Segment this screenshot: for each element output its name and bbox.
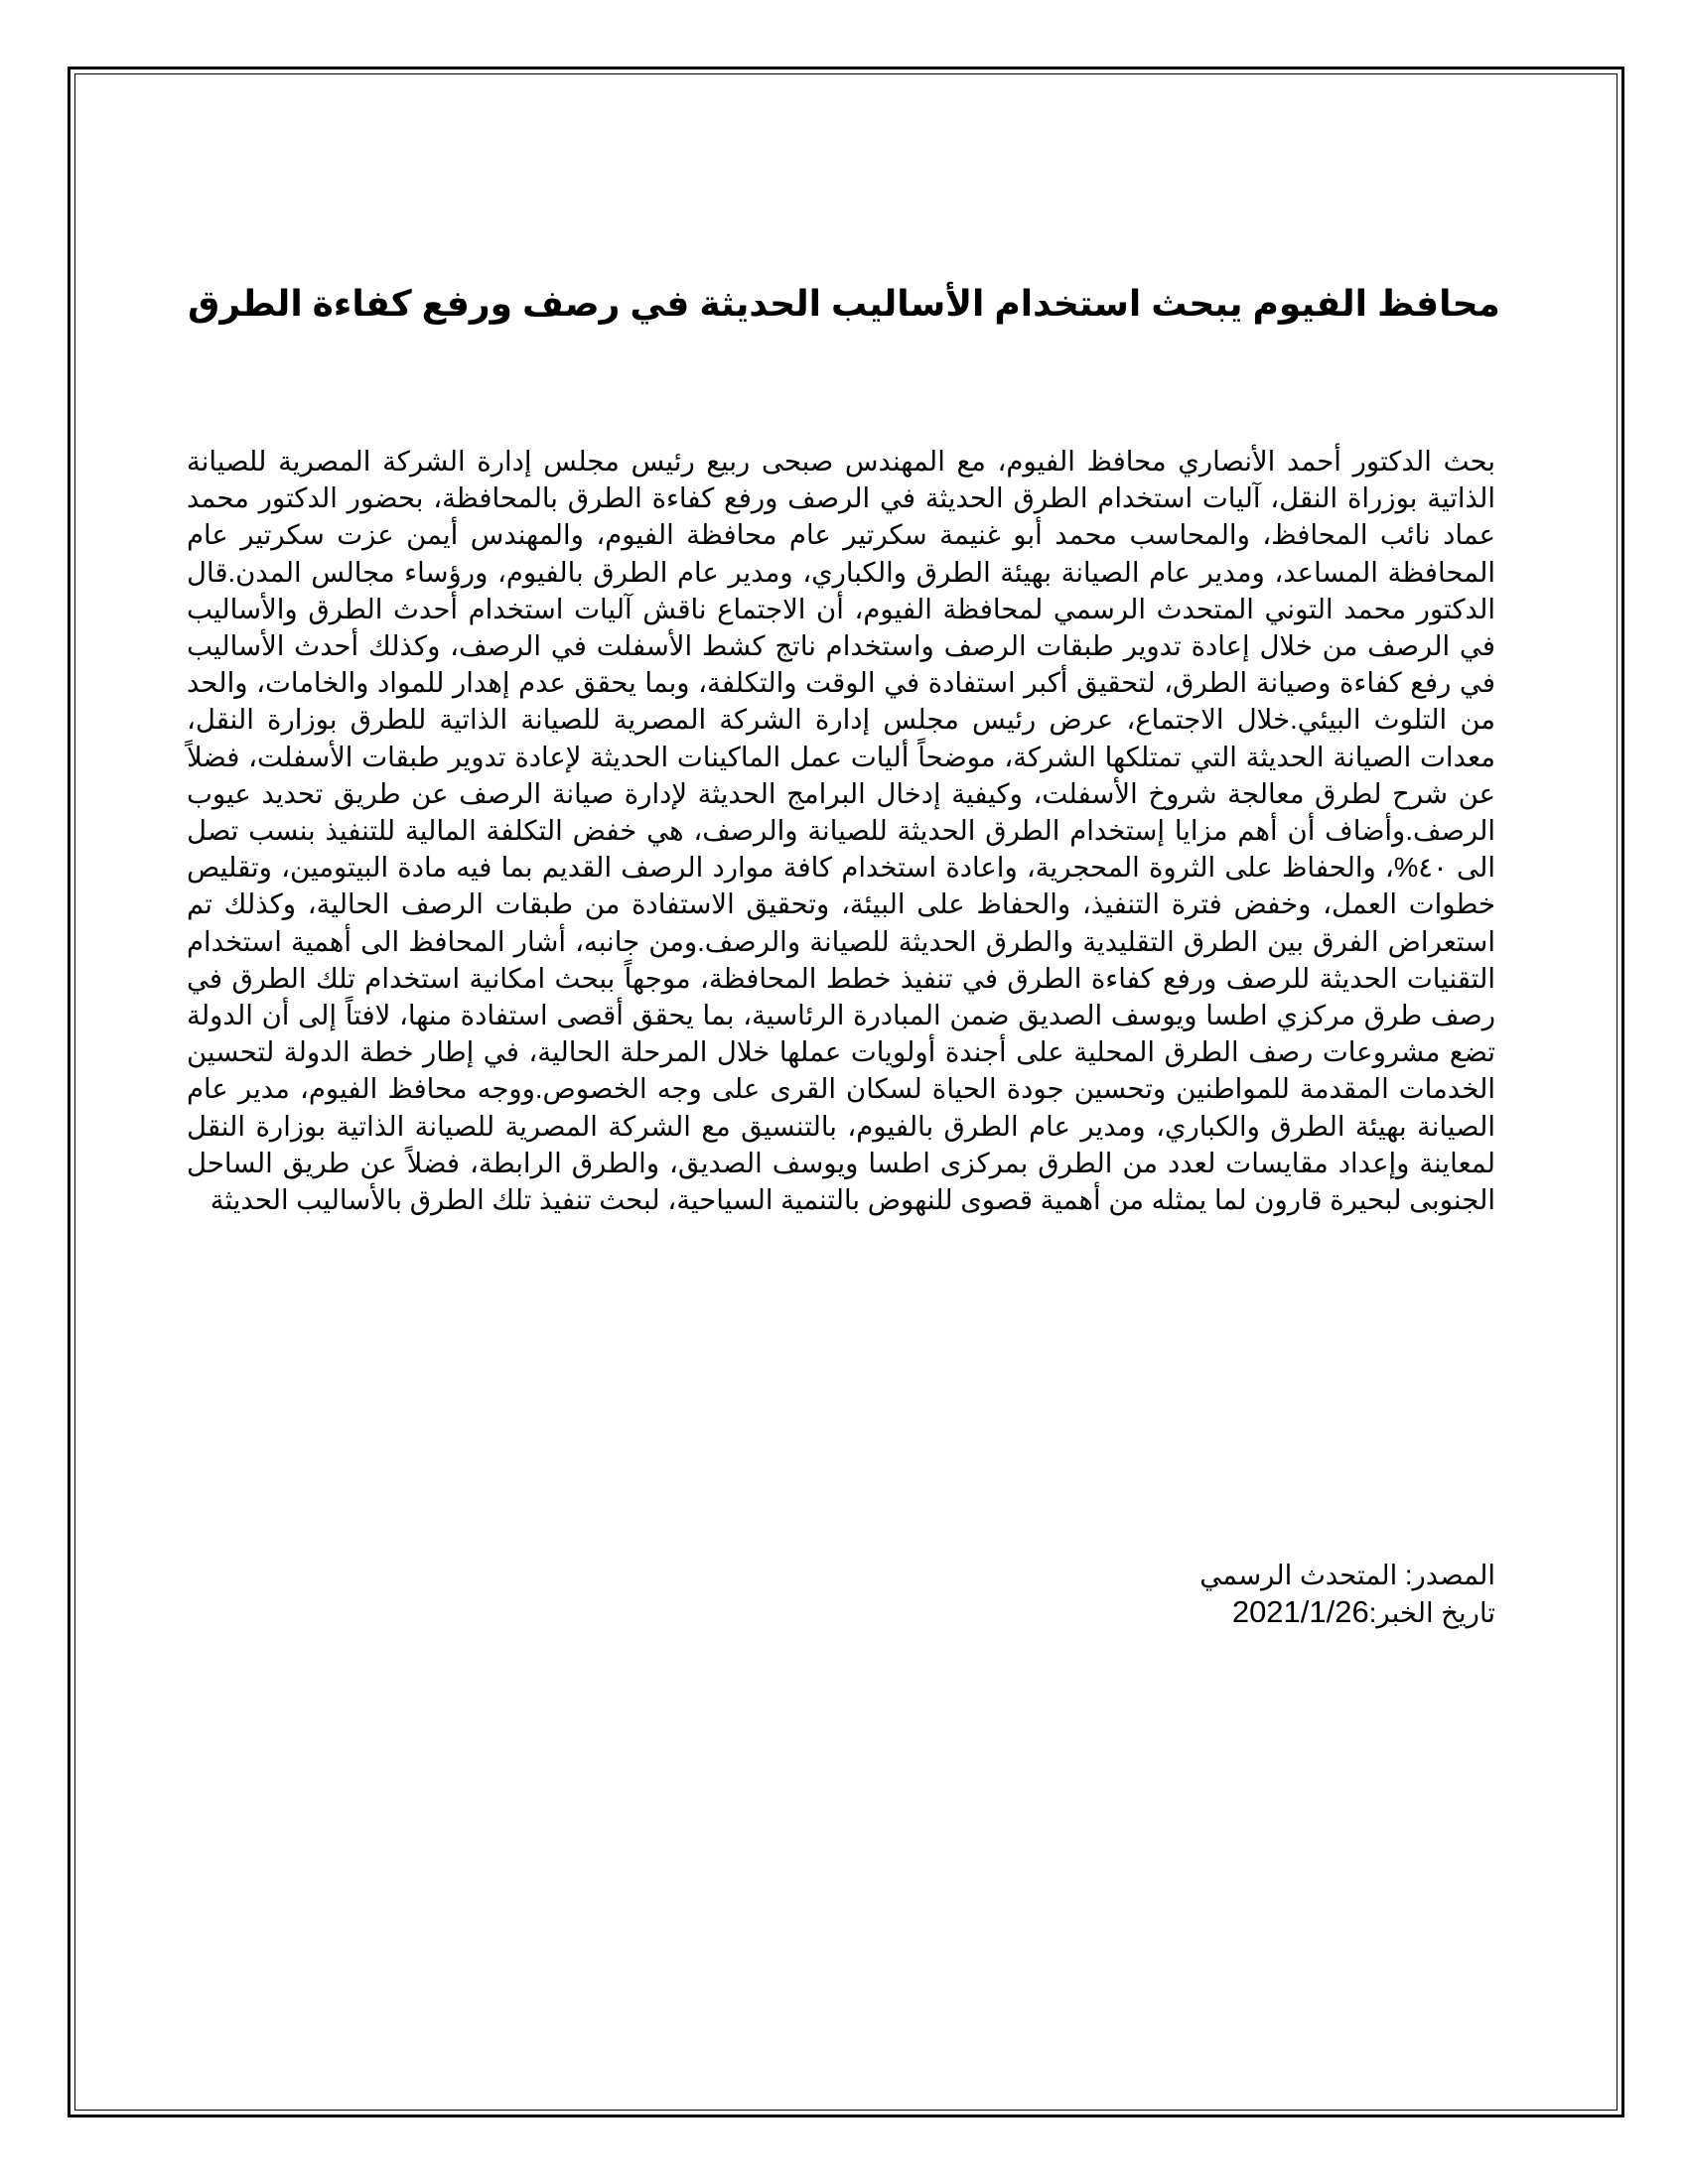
article-title: محافظ الفيوم يبحث استخدام الأساليب الحديثة في رصف ورفع كفاءة الطرق — [188, 283, 1500, 324]
date-label: تاريخ الخبر: — [1368, 1597, 1495, 1628]
date-line — [894, 1593, 1495, 1631]
article-footer — [894, 1557, 1495, 1631]
date-value: 2021/1/26 — [1231, 1594, 1369, 1629]
source-line: المصدر: المتحدث الرسمي — [1199, 1560, 1495, 1590]
article-body: بحث الدكتور أحمد الأنصاري محافظ الفيوم، مع المهندس صبحى ربيع رئيس مجلس إدارة الشركة المصرية للصيانة الذاتية بوزراة النقل، آليات استخدام الطرق الحديثة في الرصف ورفع كفاءة الطرق بالمحافظة، بحضور الدكتور محمد عماد نائب المحافظ، والمحاسب محمد أبو غنيمة سكرتير عام محافظة الفيوم، والمهندس أيمن عزت سكرتير عام المحافظة المساعد، ومدير عام الصيانة بهيئة الطرق والكباري، ومدير عام الطرق بالفيوم، ورؤساء مجالس المدن.قال الدكتور محمد التوني المتحدث الرسمي لمحافظة الفيوم، أن الاجتماع ناقش آليات استخدام أحدث الطرق والأساليب في الرصف من خلال إعادة تدوير طبقات الرصف واستخدام ناتج كشط الأسفلت في الرصف، وكذلك أحدث الأساليب في رفع كفاءة وصيانة الطرق، لتحقيق أكبر استفادة في الوقت والتكلفة، وبما يحقق عدم إهدار للمواد والخامات، والحد من التلوث البيئي.خلال الاجتماع، عرض رئيس مجلس إدارة الشركة المصرية للصيانة الذاتية للطرق بوزارة النقل، معدات الصيانة الحديثة التي تمتلكها الشركة، موضحاً أليات عمل الماكينات الحديثة لإعادة تدوير طبقات الأسفلت، فضلاً عن شرح لطرق معالجة شروخ الأسفلت، وكيفية إدخال البرامج الحديثة لإدارة صيانة الرصف عن طريق تحديد عيوب الرصف.وأضاف أن أهم مزايا إستخدام الطرق الحديثة للصيانة والرصف، هي خفض التكلفة المالية للتنفيذ بنسب تصل الى ٤٠%، والحفاظ على الثروة المحجرية، واعادة استخدام كافة موارد الرصف القديم بما فيه مادة البيتومين، وتقليص خطوات العمل، وخفض فترة التنفيذ، والحفاظ على البيئة، وتحقيق الاستفادة من طبقات الرصف الحالية، وكذلك تم استعراض الفرق بين الطرق التقليدية والطرق الحديثة للصيانة والرصف.ومن جانبه، أشار المحافظ الى أهمية استخدام التقنيات الحديثة للرصف ورفع كفاءة الطرق في تنفيذ خطط المحافظة، موجهاً ببحث امكانية استخدام تلك الطرق في رصف طرق مركزي اطسا ويوسف الصديق ضمن المبادرة الرئاسية، بما يحقق أقصى استفادة منها، لافتاً إلى أن الدولة تضع مشروعات رصف الطرق المحلية على أجندة أولويات عملها خلال المرحلة الحالية، في إطار خطة الدولة لتحسين الخدمات المقدمة للمواطنين وتحسين جودة الحياة لسكان القرى على وجه الخصوص.ووجه محافظ الفيوم، مدير عام الصيانة بهيئة الطرق والكباري، ومدير عام الطرق بالفيوم، بالتنسيق مع الشركة المصرية للصيانة الذاتية بوزارة النقل لمعاينة وإعداد مقايسات لعدد من الطرق بمركزى اطسا ويوسف الصديق، والطرق الرابطة، فضلاً عن طريق الساحل الجنوبى لبحيرة قارون لما يمثله من أهمية قصوى للنهوض بالتنمية السياحية، لبحث تنفيذ تلك الطرق بالأساليب الحديثة — [187, 446, 1495, 1216]
